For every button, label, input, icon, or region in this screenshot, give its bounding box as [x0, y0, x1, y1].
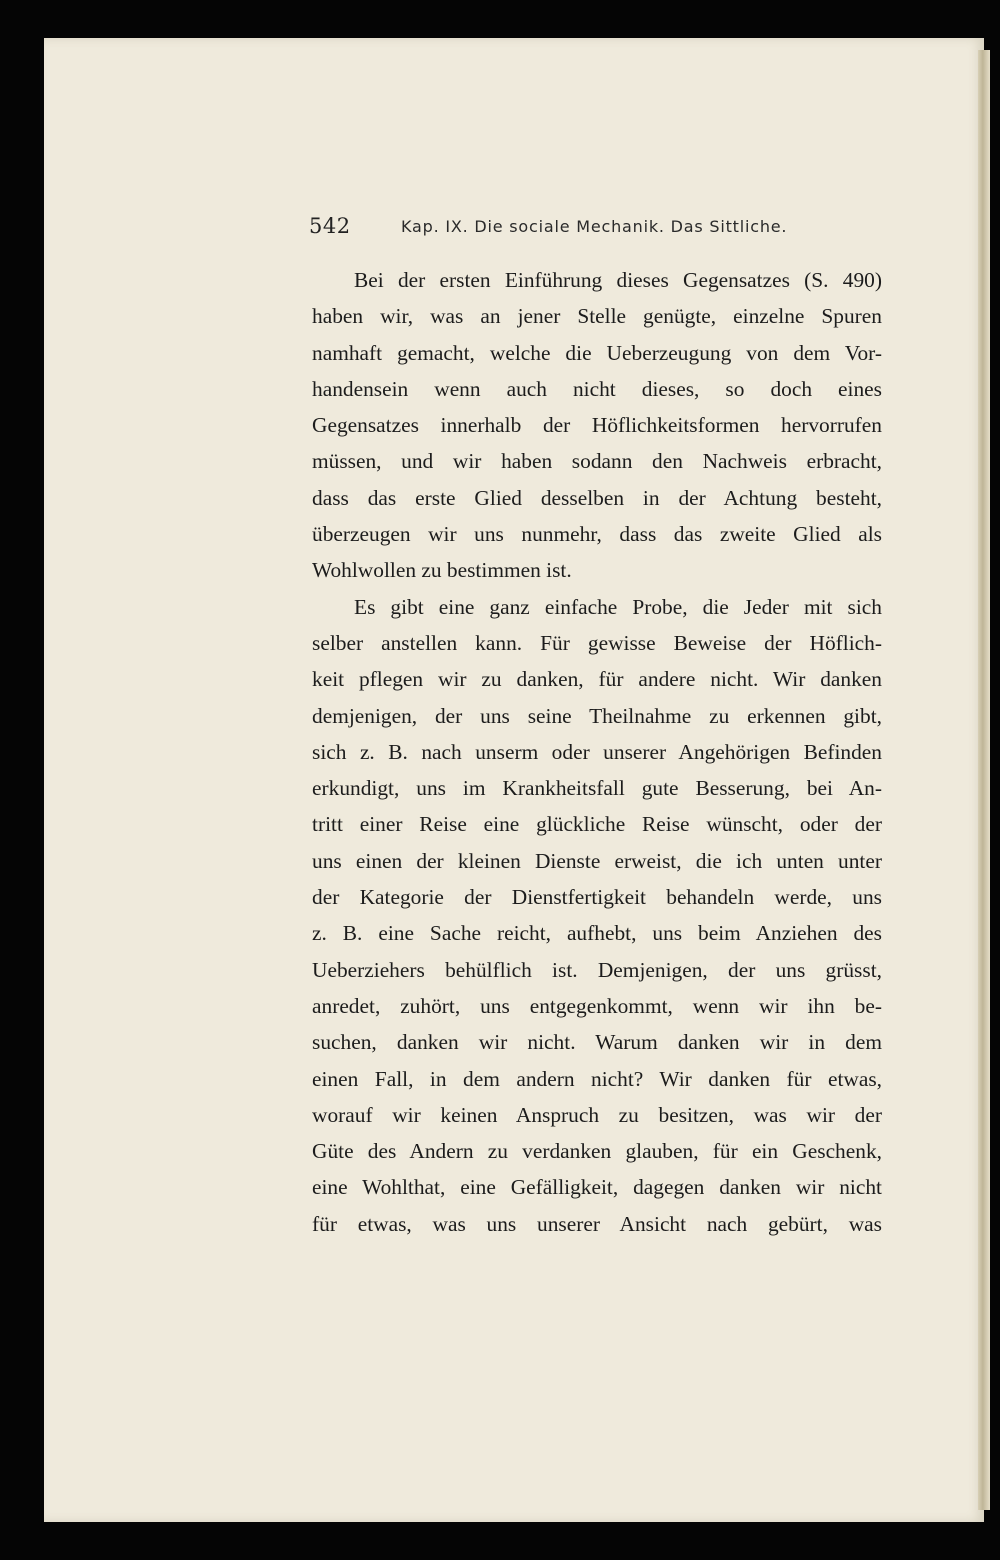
text-line: für etwas, was uns unserer Ansicht nach gebürt, was — [312, 1211, 882, 1236]
text-line: eine Wohlthat, eine Gefälligkeit, dagegen danken wir nicht — [312, 1175, 882, 1200]
body-text — [312, 262, 882, 1242]
text-line: Ueberziehers behülflich ist. Demjenigen, der uns grüsst, — [312, 957, 882, 982]
text-line: Bei der ersten Einführung dieses Gegensatzes (S. 490) — [354, 268, 882, 292]
text-line: handensein wenn auch nicht dieses, so doch eines — [312, 376, 882, 401]
text-line: z. B. eine Sache reicht, aufhebt, uns beim Anziehen des — [312, 921, 882, 946]
text-line: müssen, und wir haben sodann den Nachweis erbracht, — [312, 449, 882, 474]
page-header — [309, 214, 881, 244]
text-line: uns einen der kleinen Dienste erweist, die ich unten unter — [312, 848, 882, 873]
text-line: keit pflegen wir zu danken, für andere nicht. Wir danken — [312, 667, 882, 692]
text-line: worauf wir keinen Anspruch zu besitzen, was wir der — [312, 1102, 882, 1127]
text-line: demjenigen, der uns seine Theilnahme zu erkennen gibt, — [312, 703, 882, 728]
text-line: erkundigt, uns im Krankheitsfall gute Besserung, bei An- — [312, 776, 882, 801]
page-number: 542 — [309, 214, 351, 238]
text-line: einen Fall, in dem andern nicht? Wir danken für etwas, — [312, 1066, 882, 1091]
text-line: dass das erste Glied desselben in der Achtung besteht, — [312, 485, 882, 510]
text-line: anredet, zuhört, uns entgegenkommt, wenn wir ihn be- — [312, 993, 882, 1018]
text-line: Güte des Andern zu verdanken glauben, für ein Geschenk, — [312, 1139, 882, 1164]
text-line: Gegensatzes innerhalb der Höflichkeitsformen hervorrufen — [312, 413, 882, 438]
page-edge — [978, 50, 990, 1510]
running-head: Kap. IX. Die sociale Mechanik. Das Sittliche. — [401, 217, 788, 236]
text-line: sich z. B. nach unserm oder unserer Angehörigen Befinden — [312, 739, 882, 764]
text-line: selber anstellen kann. Für gewisse Beweise der Höflich- — [312, 630, 882, 655]
paragraph — [312, 262, 882, 589]
text-line: Wohlwollen zu bestimmen ist. — [312, 558, 572, 583]
text-line: haben wir, was an jener Stelle genügte, einzelne Spuren — [312, 304, 882, 329]
text-line: Es gibt eine ganz einfache Probe, die Jeder mit sich — [354, 594, 882, 619]
paragraph — [312, 589, 882, 1242]
text-line: der Kategorie der Dienstfertigkeit behandeln werde, uns — [312, 885, 882, 910]
text-line: tritt einer Reise eine glückliche Reise wünscht, oder der — [312, 812, 882, 837]
text-line: überzeugen wir uns nunmehr, dass das zweite Glied als — [312, 522, 882, 547]
text-line: suchen, danken wir nicht. Warum danken wir in dem — [312, 1030, 882, 1055]
text-line: namhaft gemacht, welche die Ueberzeugung von dem Vor- — [312, 340, 882, 365]
